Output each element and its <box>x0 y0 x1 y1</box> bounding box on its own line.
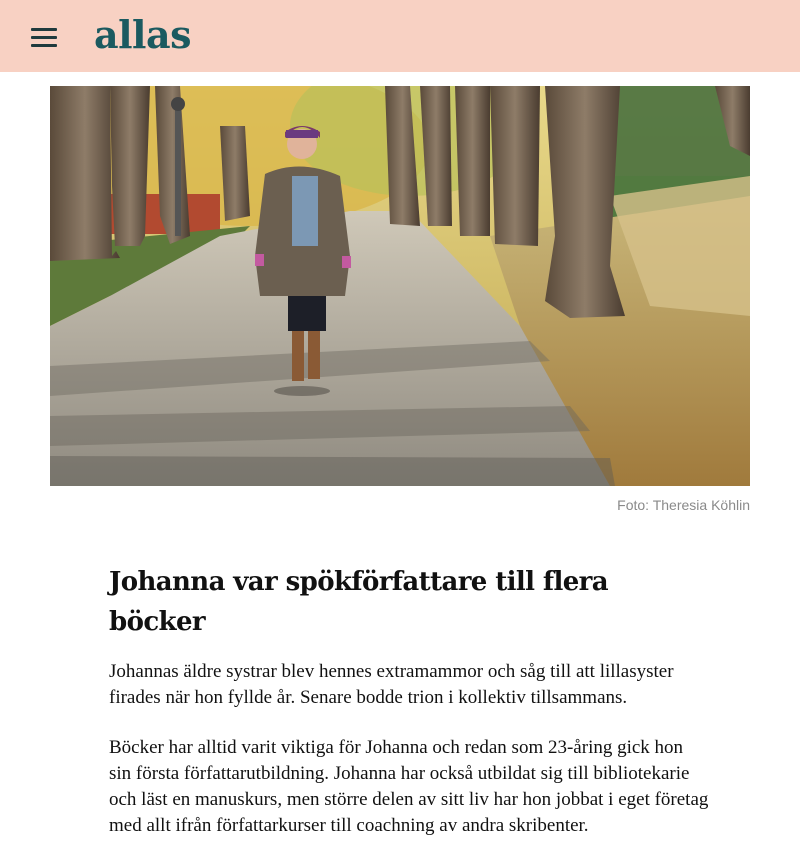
article-headline: Johanna var spökförfattare till flera böcker <box>109 567 609 637</box>
hamburger-menu-icon[interactable] <box>31 26 57 48</box>
article-paragraph: Böcker har alltid varit viktiga för Johanna och redan som 23-åring gick hon sin första författarutbildning. Johanna har också utbildat sig till bibliotekarie och läst en manuskurs, men större delen av sitt liv har hon jobbat i eget företag med allt ifrån författarkurser till coachning av andra skribenter. <box>109 737 709 836</box>
site-logo[interactable]: allas <box>94 12 192 57</box>
site-header <box>0 0 800 72</box>
hero-photo <box>50 86 750 486</box>
article-paragraph: Johannas äldre systrar blev hennes extramammor och såg till att lillasyster firades när hon fyllde år. Senare bodde trion i kollektiv tillsammans. <box>109 661 674 708</box>
article-body <box>109 562 709 839</box>
photo-caption: Foto: Theresia Köhlin <box>617 497 750 513</box>
